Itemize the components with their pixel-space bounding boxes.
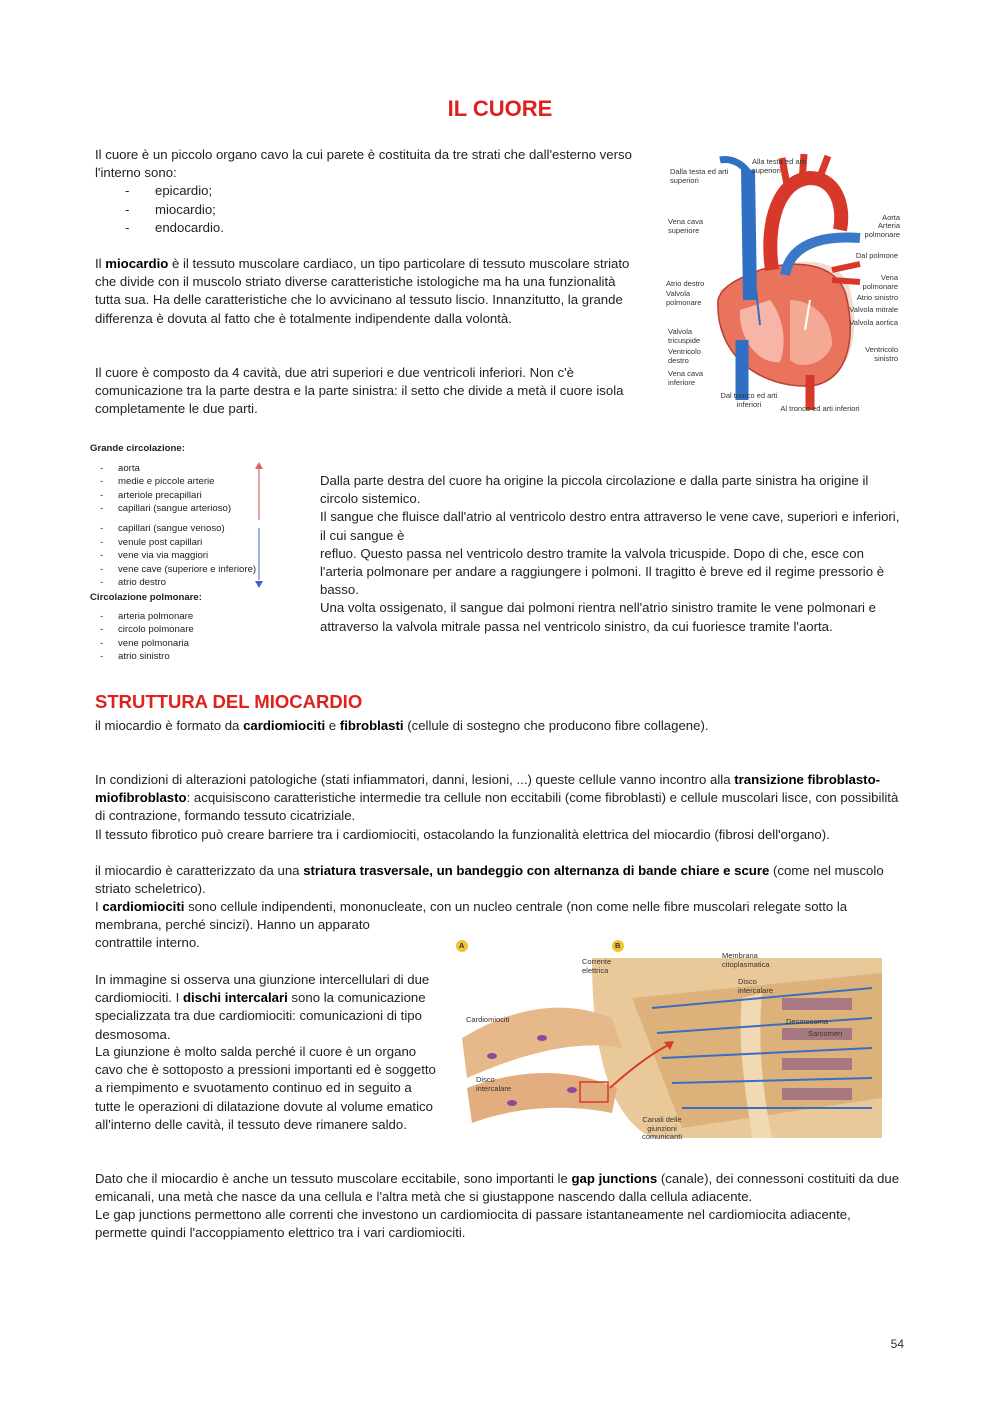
circolo-paragraph: Dalla parte destra del cuore ha origine la piccola circolazione e dalla parte sinistra ha origine il circolo sistemico.	[320, 473, 869, 507]
list-item: - venule post capillari	[90, 536, 270, 550]
list-item: - medie e piccole arterie	[90, 475, 270, 489]
page-title: IL CUORE	[447, 96, 553, 121]
label-vena-cava-inf: Vena cava inferiore	[668, 369, 704, 387]
list-item: - circolo polmonare	[90, 623, 270, 637]
label-disco-intercalare-2: Disco intercalare	[476, 1075, 512, 1093]
list-item: - aorta	[90, 462, 270, 476]
cell-junction-figure	[452, 938, 892, 1150]
section-title-struttura: STRUTTURA DEL MIOCARDIO	[95, 691, 363, 712]
cardiomiociti-paragraph: I cardiomiociti sono cellule indipendenti, mononucleate, con un nucleo centrale (non come nelle fibre muscolari relegate sotto la membrana, perché sincizi). Hanno un apparato contrattile interno.	[95, 899, 848, 951]
label-canali: Canali delle giunzioni comunicanti	[641, 1115, 683, 1141]
intro-text: Il cuore è un piccolo organo cavo la cui parete è costituita da tre strati che dall'esterno verso l'interno sono:	[95, 147, 632, 181]
label-valvola-mitrale: Valvola mitrale	[849, 305, 898, 314]
label-aorta: Aorta	[882, 213, 900, 222]
bold-term: cardiomiociti	[102, 899, 185, 914]
label-valvola-tric: Valvola tricuspide	[668, 327, 701, 345]
circolazione-list	[90, 442, 270, 664]
bold-term: dischi intercalari	[182, 990, 288, 1006]
label-sarcomeri: Sarcomeri	[808, 1029, 843, 1038]
label-dalla-testa: Dalla testa ed arti superiori	[670, 167, 729, 185]
label-corrente: Corrente elettrica	[582, 957, 612, 975]
list-item: - arteria polmonare	[90, 610, 270, 624]
polmonare-list	[90, 610, 270, 664]
list-item: - miocardio;	[95, 201, 635, 219]
circolazione-text	[320, 472, 905, 636]
formato-paragraph: il miocardio è formato da cardiomiociti e fibroblasti (cellule di sostegno che producono fibre collagene).	[95, 718, 709, 733]
label-atrio-sinistro: Atrio sinistro	[856, 293, 898, 302]
label-arteria-polm: Arteria polmonare	[864, 221, 900, 239]
list-item: - vene cave (superiore e inferiore)	[90, 563, 270, 577]
label-atrio-destro: Atrio destro	[666, 279, 705, 288]
bold-term: striatura trasversale, un bandeggio con alternanza di bande chiare e scure	[303, 863, 770, 878]
cavita-paragraph: Il cuore è composto da 4 cavità, due atri superiori e due ventricoli inferiori. Non c'è comunicazione tra la parte destra e la parte sinistra: il setto che divide a metà il cuore isola completamente le due parti.	[95, 365, 624, 417]
list-item: - atrio sinistro	[90, 650, 270, 664]
list-item: - capillari (sangue arterioso)	[90, 502, 270, 516]
label-ventricolo-sinistro: Ventricolo sinistro	[865, 345, 898, 363]
gap-paragraph: Dato che il miocardio è anche un tessuto muscolare eccitabile, sono importanti le gap junctions (canale), dei connessoni costituiti da due emicanali, una metà che nasce da una cellula e l'altra metà che si giustappone nascendo dalla cellula adiacente.	[95, 1171, 900, 1205]
flow-arrow-icon	[254, 462, 264, 588]
layers-list	[95, 182, 635, 237]
list-item: - epicardio;	[95, 182, 635, 200]
bold-term: cardiomiociti	[243, 718, 326, 733]
label-vena-cava-sup: Vena cava superiore	[668, 217, 704, 235]
circolazione-polmonare-title: Circolazione polmonare:	[90, 591, 202, 603]
label-desmosoma: Desmosoma	[786, 1017, 829, 1026]
grande-list-venous	[90, 522, 270, 590]
sangue-paragraph-2: refluo. Questo passa nel ventricolo destro tramite la valvola tricuspide. Dopo di che, esce con l'arteria polmonare per andare a raggiungere i polmoni. Il tragitto è breve ed il regime pressorio è basso.	[320, 545, 885, 598]
giunzione-paragraph: In immagine si osserva una giunzione intercellulari di due cardiomiociti. I dischi intercalari sono la comunicazione specializzata tra due cardiomiociti: comunicazioni di tipo desmosoma.	[95, 972, 430, 1042]
salda-paragraph: La giunzione è molto salda perché il cuore è un organo cavo che è sottoposto a pressioni importanti ed è soggetto a riempimento e svuotamento continuo ed in seguito a tutte le operazioni di dilatazione dovute al volume ematico all'interno delle cavità, il tessuto deve rimanere saldo.	[95, 1044, 436, 1132]
grande-circolazione-title: Grande circolazione:	[90, 443, 185, 454]
page-number: 54	[890, 1337, 904, 1351]
label-dal-tronco: Dal tronco ed arti inferiori	[720, 391, 778, 409]
label-membrana: Membrana citoplasmatica	[722, 951, 770, 969]
label-dal-polmone: Dal polmone	[855, 251, 898, 260]
text-span: Il	[95, 256, 106, 271]
label-valvola-aortica: Valvola aortica	[849, 318, 898, 327]
text-span: è il tessuto muscolare cardiaco, un tipo particolare di tessuto muscolare striato che divide con il muscolo striato diverse caratteristiche istologiche ma ha una funzionalità tutta sua. Ha delle caratteristiche che lo avvicinano al tessuto liscio. Innanzitutto, la grande differenza è dovuta al fatto che è totalmente indipendente dalla volontà.	[95, 256, 630, 326]
list-item: - capillari (sangue venoso)	[90, 522, 270, 536]
label-alla-testa: Alla testa ed arti superiori	[752, 157, 806, 175]
fibrotico-paragraph: Il tessuto fibrotico può creare barriere tra i cardiomiociti, ostacolando la funzionalità elettrica del miocardio (fibrosi dell'organo).	[95, 827, 830, 842]
bold-term: transizione fibroblasto-miofibroblasto	[95, 772, 881, 806]
bold-term: fibroblasti	[339, 718, 404, 733]
sangue-paragraph-1: Il sangue che fluisce dall'atrio al ventricolo destro entra attraverso le vene cave, superiori e inferiori, il cui sangue è	[320, 509, 900, 543]
bold-term: gap junctions	[571, 1171, 658, 1186]
intro-section	[95, 146, 635, 237]
grande-list-arterial	[90, 462, 270, 516]
ossigenato-paragraph: Una volta ossigenato, il sangue dai polmoni rientra nell'atrio sinistro tramite le vene polmonari e attraverso la valvola mitrale passa nel ventricolo sinistro, da cui fuoriesce tramite l'aorta.	[320, 600, 876, 634]
gap-paragraph-2: Le gap junctions permettono alle correnti che investono un cardiomiocita di passare istantaneamente nel cardiomiocita adiacente, permette quindi l'accoppiamento elettrico tra i vari cardiomiociti.	[95, 1207, 851, 1241]
label-cardiomiociti: Cardiomiociti	[466, 1015, 510, 1024]
striatura-paragraph: il miocardio è caratterizzato da una striatura trasversale, un bandeggio con alternanza di bande chiare e scure (come nel muscolo striato scheletrico).	[95, 863, 884, 897]
bold-term: miocardio	[105, 256, 169, 271]
list-item: - endocardio.	[95, 219, 635, 237]
condizioni-paragraph: In condizioni di alterazioni patologiche (stati infiammatori, danni, lesioni, ...) queste cellule vanno incontro alla transizione fibroblasto-miofibroblasto: acquisiscono caratteristiche intermedie tra cellule non eccitabili (come fibroblasti) e cellule muscolari lisce, con possibilità di contrazione, formando tessuto cicatriziale.	[95, 772, 899, 824]
list-item: - atrio destro	[90, 576, 270, 590]
label-vena-polm: Vena polmonare	[862, 273, 898, 291]
miocardio-paragraph	[95, 255, 635, 328]
label-disco-intercalare: Disco intercalare	[738, 977, 774, 995]
label-valvola-polm: Valvola polmonare	[666, 289, 702, 307]
panel-a-label: A	[459, 941, 465, 950]
list-item: - vene polmonaria	[90, 637, 270, 651]
heart-figure	[660, 150, 900, 430]
list-item: - vene via via maggiori	[90, 549, 270, 563]
panel-b-label: B	[615, 941, 621, 950]
list-item: - arteriole precapillari	[90, 489, 270, 503]
label-al-tronco: Al tronco ed arti inferiori	[780, 404, 860, 413]
label-ventricolo-destro: Ventricolo destro	[668, 347, 701, 365]
